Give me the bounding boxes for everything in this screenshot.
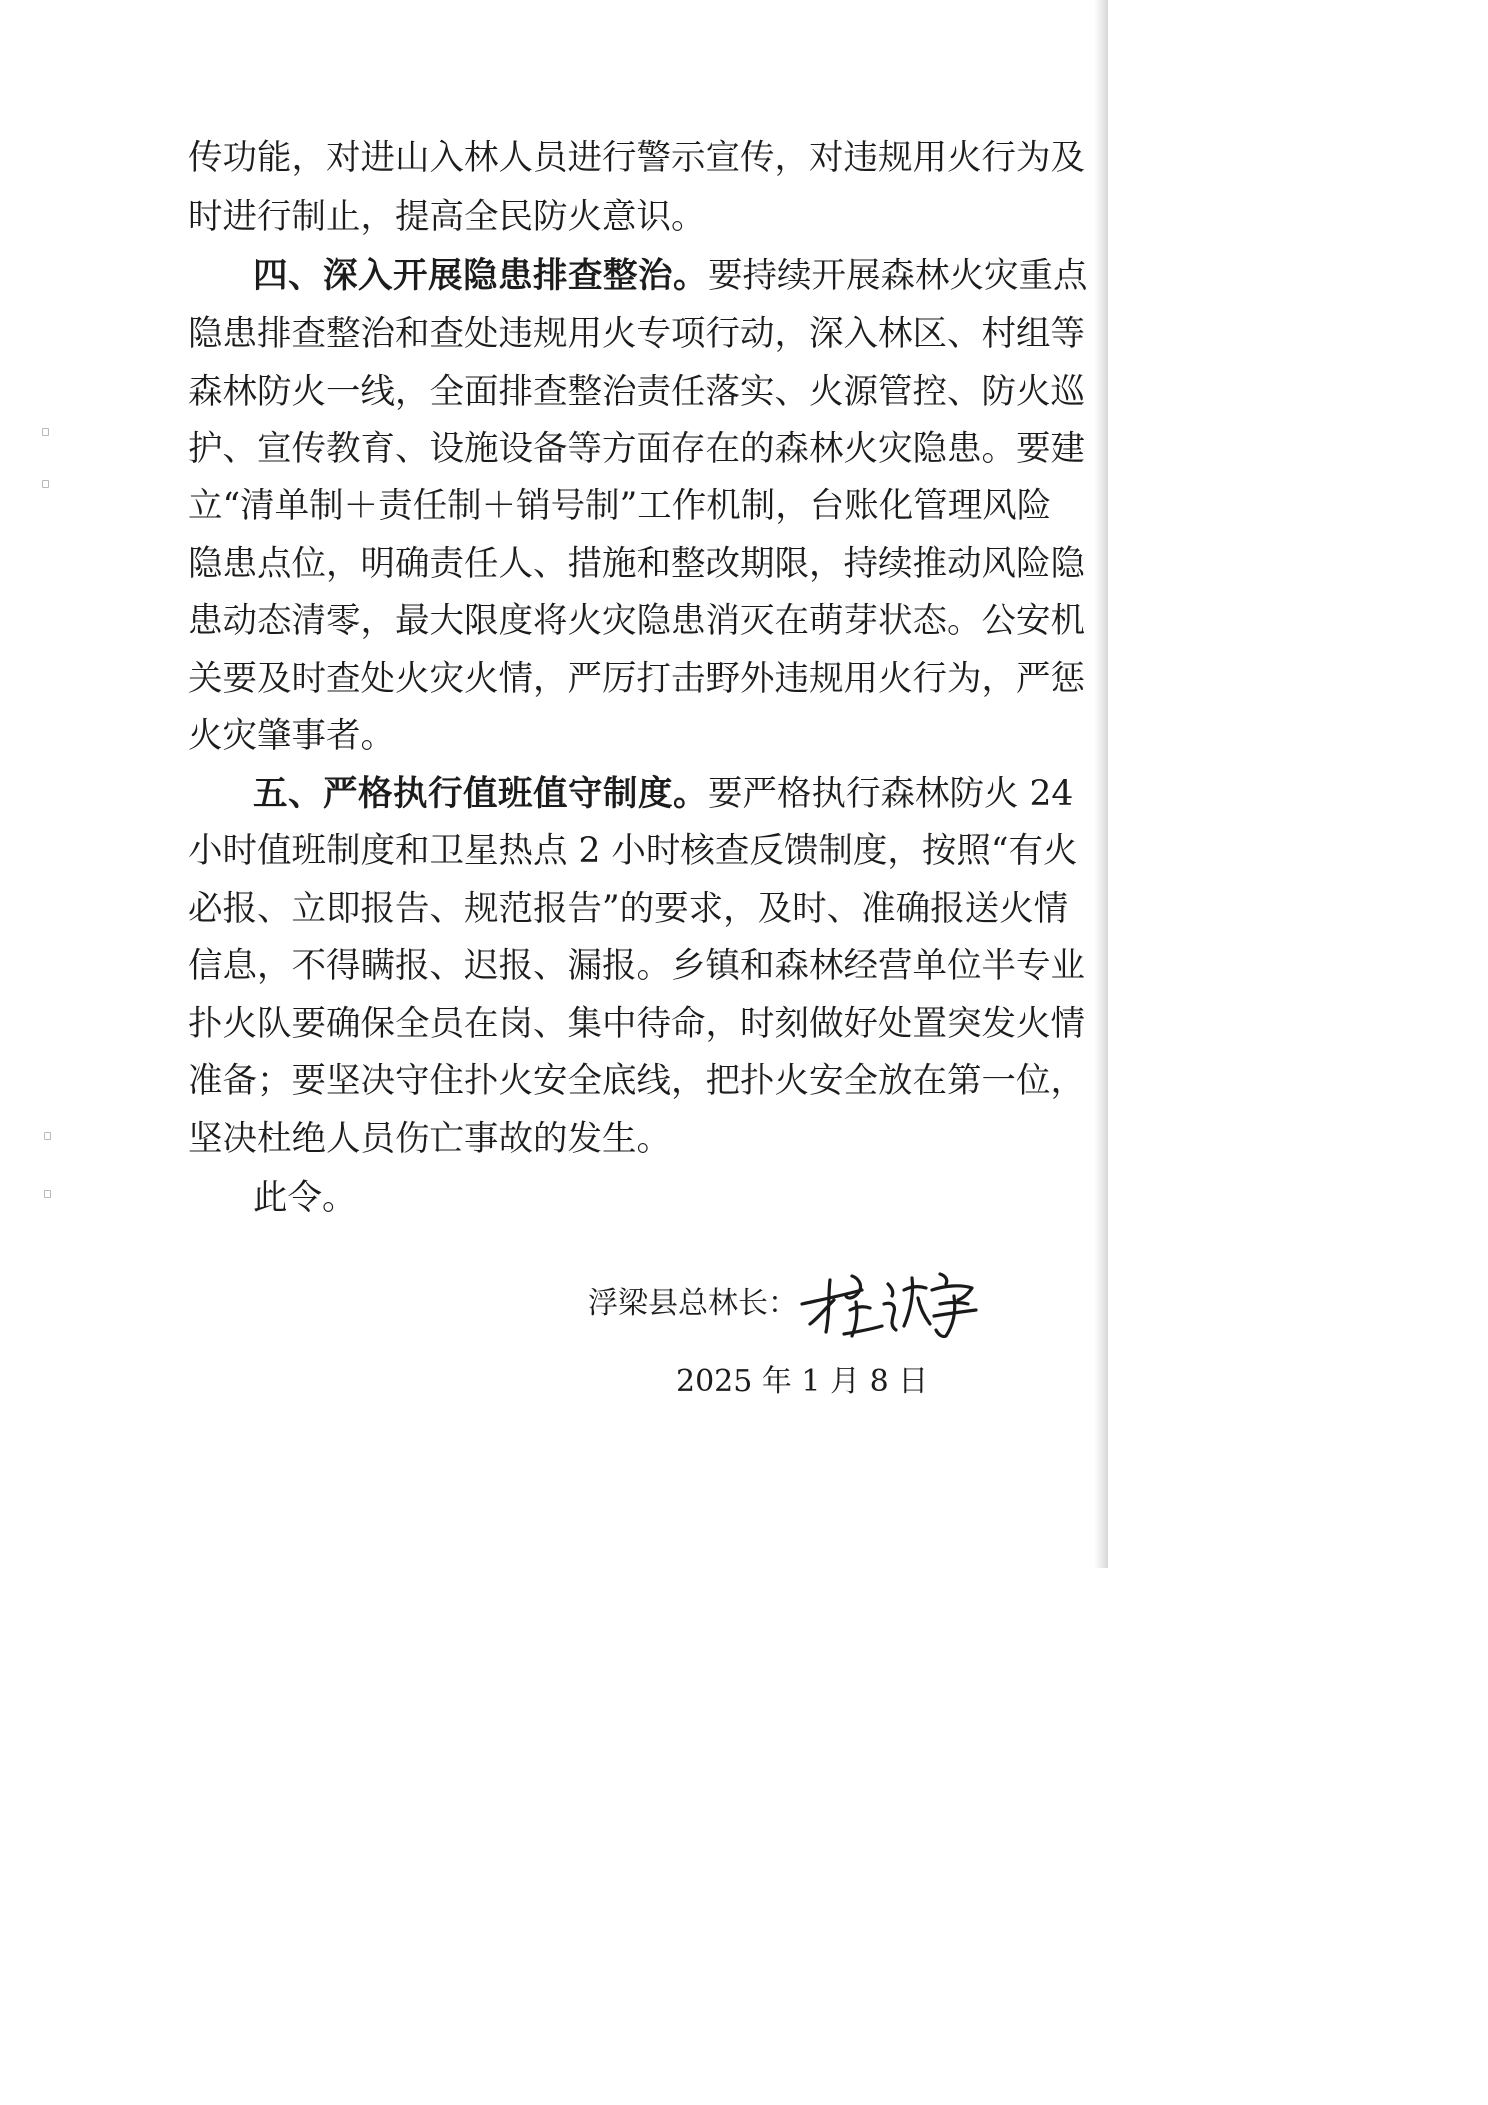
body-line: 小时值班制度和卫星热点 2 小时核查反馈制度，按照“有火 bbox=[188, 831, 1078, 871]
section-4-lead-text: 要持续开展森林火灾重点 bbox=[708, 256, 1088, 296]
section-5-first-line bbox=[253, 774, 1074, 814]
scan-artifact-mark bbox=[42, 428, 49, 436]
body-line: 护、宣传教育、设施设备等方面存在的森林火灾隐患。要建 bbox=[188, 429, 1085, 469]
signature-block bbox=[588, 1274, 980, 1334]
closing-text: 此令。 bbox=[253, 1178, 357, 1218]
body-line: 森林防火一线，全面排查整治责任落实、火源管控、防火巡 bbox=[188, 372, 1085, 412]
body-line: 准备；要坚决守住扑火安全底线，把扑火安全放在第一位， bbox=[188, 1061, 1085, 1101]
body-line: 坚决杜绝人员伤亡事故的发生。 bbox=[188, 1119, 671, 1159]
body-line: 隐患排查整治和查处违规用火专项行动，深入林区、村组等 bbox=[188, 314, 1085, 354]
body-line: 扑火队要确保全员在岗、集中待命，时刻做好处置突发火情 bbox=[188, 1004, 1085, 1044]
section-4-first-line bbox=[253, 256, 1088, 296]
body-line: 传功能，对进山入林人员进行警示宣传，对违规用火行为及 bbox=[188, 138, 1085, 178]
scan-artifact-mark bbox=[44, 1190, 51, 1198]
body-line: 隐患点位，明确责任人、措施和整改期限，持续推动风险隐 bbox=[188, 544, 1085, 584]
body-line: 立“清单制＋责任制＋销号制”工作机制，台账化管理风险 bbox=[188, 486, 1052, 526]
section-5-heading: 五、严格执行值班值守制度。 bbox=[253, 774, 708, 814]
body-line: 火灾肇事者。 bbox=[188, 716, 395, 756]
signer-label: 浮梁县总林长： bbox=[588, 1286, 798, 1321]
body-line: 必报、立即报告、规范报告”的要求，及时、准确报送火情 bbox=[188, 889, 1069, 929]
handwritten-signature bbox=[800, 1260, 980, 1340]
body-line: 关要及时查处火灾火情，严厉打击野外违规用火行为，严惩 bbox=[188, 659, 1085, 699]
section-5-lead-text: 要严格执行森林防火 24 bbox=[708, 774, 1074, 814]
issue-date: 2025 年 1 月 8 日 bbox=[676, 1364, 929, 1399]
scan-artifact-mark bbox=[44, 1132, 51, 1140]
body-line: 信息，不得瞒报、迟报、漏报。乡镇和森林经营单位半专业 bbox=[188, 946, 1085, 986]
scan-artifact-mark bbox=[42, 480, 49, 488]
section-4-heading: 四、深入开展隐患排查整治。 bbox=[253, 256, 708, 296]
body-line: 患动态清零，最大限度将火灾隐患消灭在萌芽状态。公安机 bbox=[188, 601, 1085, 641]
body-line: 时进行制止，提高全民防火意识。 bbox=[188, 197, 706, 237]
scanned-page-edge bbox=[1094, 0, 1108, 1568]
